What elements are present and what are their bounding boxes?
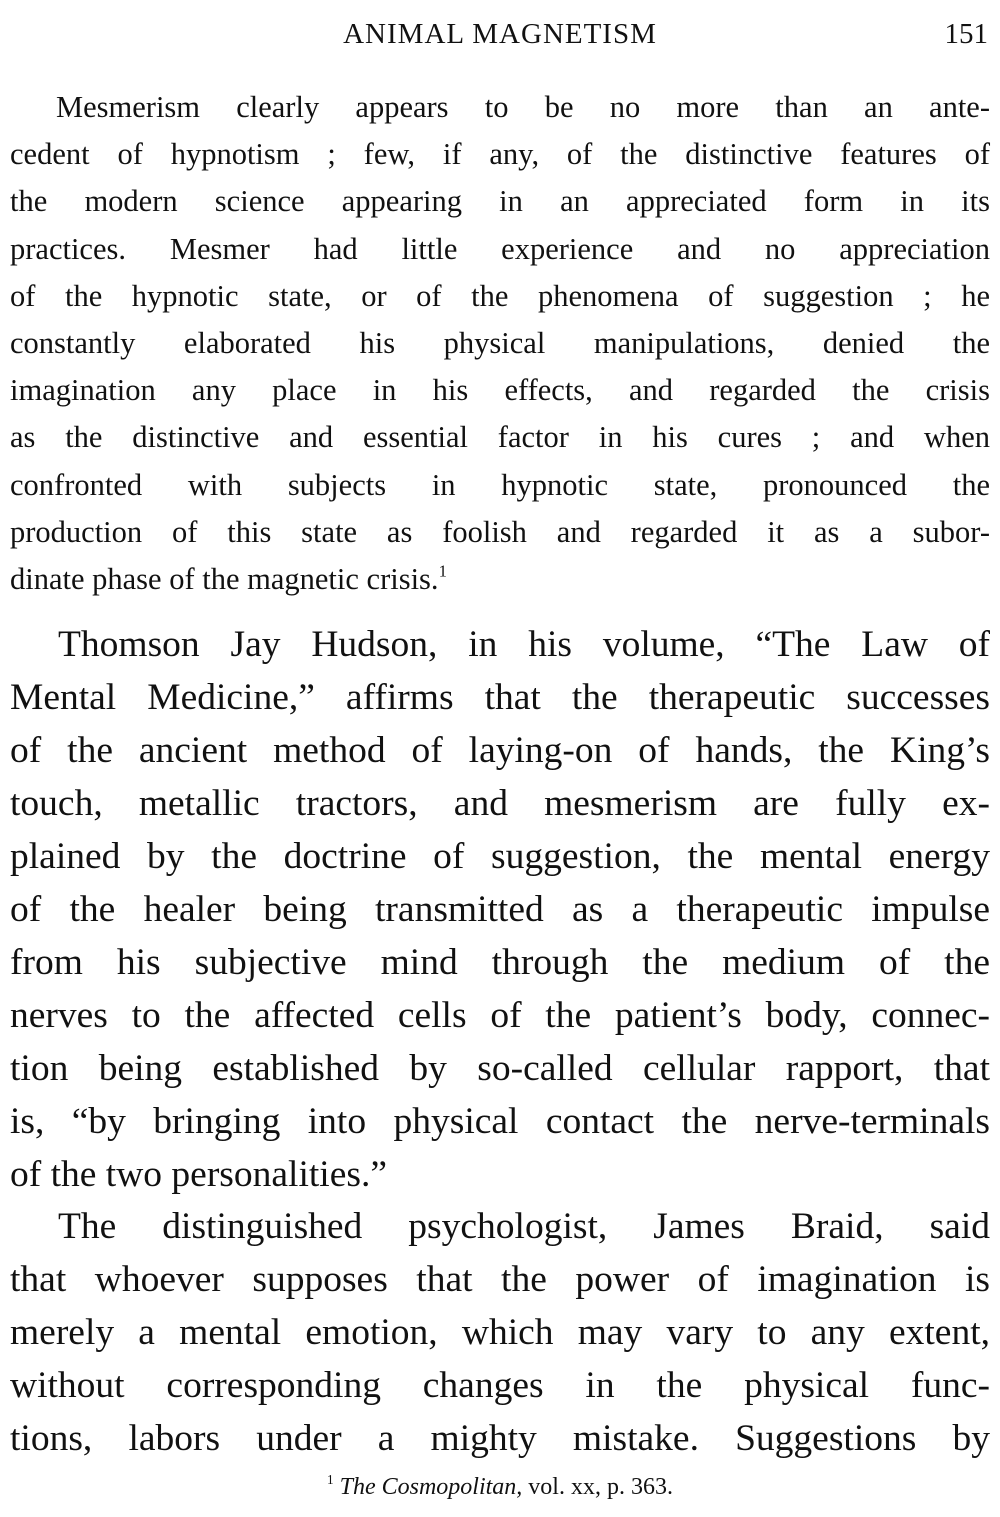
text-line: as the distinctive and essential factor in his cures ; and when [10, 420, 990, 455]
text-line: constantly elaborated his physical manipulations, denied the [10, 326, 990, 361]
text-line: plained by the doctrine of suggestion, the mental energy [10, 836, 990, 877]
text-line: imagination any place in his effects, and regarded the crisis [10, 373, 990, 408]
text-line: Thomson Jay Hudson, in his volume, “The Law of [58, 624, 990, 665]
text-line: without corresponding changes in the physical func- [10, 1365, 990, 1406]
text-line: from his subjective mind through the medium of the [10, 942, 990, 983]
running-head [10, 18, 990, 58]
text-line: of the hypnotic state, or of the phenomena of suggestion ; he [10, 278, 990, 313]
text-line: of the healer being transmitted as a therapeutic impulse [10, 889, 990, 930]
text-line [10, 556, 990, 603]
text-line: of the two personalities.” [10, 1154, 387, 1195]
text-line: Mesmerism clearly appears to be no more than an ante- [56, 90, 990, 124]
text-line: The distinguished psychologist, James Braid, said [58, 1206, 990, 1247]
text-line: merely a mental emotion, which may vary to any extent, [10, 1312, 990, 1353]
text-line: tion being established by so-called cellular rapport, that [10, 1048, 990, 1089]
text-line: confronted with subjects in hypnotic state, pronounced the [10, 467, 990, 502]
text-line: the modern science appearing in an appreciated form in its [10, 184, 990, 219]
text-line: Mental Medicine,” affirms that the therapeutic successes [10, 677, 990, 718]
text-line: cedent of hypnotism ; few, if any, of the distinctive features of [10, 137, 990, 172]
book-page [10, 0, 990, 1517]
paragraph-braid [10, 1200, 990, 1465]
text-line: practices. Mesmer had little experience and no appreciation [10, 231, 990, 266]
text-line: is, “by bringing into physical contact the nerve-terminals [10, 1101, 990, 1142]
text-line: production of this state as foolish and regarded it as a subor- [10, 514, 990, 549]
footnote-citation: vol. xx, p. 363. [528, 1474, 673, 1500]
footnote [10, 1474, 990, 1501]
running-title: ANIMAL MAGNETISM [343, 18, 657, 50]
text-line: touch, metallic tractors, and mesmerism are fully ex- [10, 783, 990, 824]
text-line-content: dinate phase of the magnetic crisis. [10, 562, 439, 597]
paragraph-mesmerism [10, 84, 990, 603]
footnote-reference: 1 [438, 561, 447, 581]
text-line: that whoever supposes that the power of imagination is [10, 1259, 990, 1300]
footnote-marker: 1 [327, 1472, 334, 1488]
text-line: tions, labors under a mighty mistake. Suggestions by [10, 1418, 990, 1459]
page-number: 151 [944, 18, 988, 50]
footnote-source-title: The Cosmopolitan, [339, 1474, 523, 1500]
text-line: nerves to the affected cells of the patient’s body, connec- [10, 995, 990, 1036]
text-line: of the ancient method of laying-on of hands, the King’s [10, 730, 990, 771]
paragraph-hudson [10, 618, 990, 1201]
